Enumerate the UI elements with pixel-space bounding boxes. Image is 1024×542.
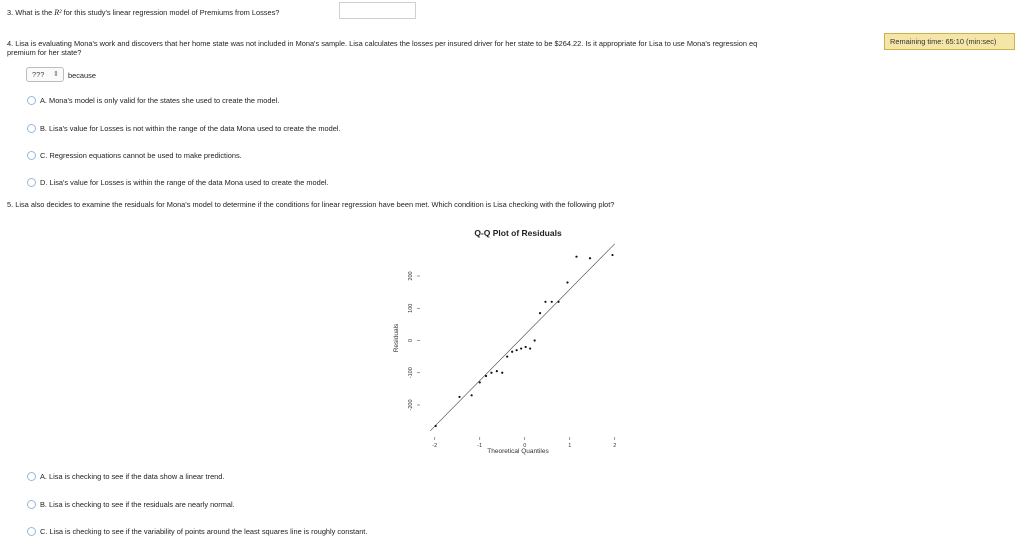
- x-tick-label: 1: [568, 443, 572, 449]
- data-point: [551, 301, 553, 303]
- q5-option-a-radio[interactable]: [27, 472, 36, 481]
- q5-option-c-radio[interactable]: [27, 527, 36, 536]
- data-point: [611, 254, 613, 256]
- select-updown-icon: ⇕: [53, 71, 59, 78]
- data-point: [458, 396, 460, 398]
- data-point: [529, 347, 531, 349]
- plot-area: [410, 247, 626, 444]
- q3-text-before: 3. What is the: [7, 8, 55, 17]
- x-axis-label: Theoretical Quantiles: [487, 448, 549, 455]
- data-point: [589, 257, 591, 259]
- chart-title: Q-Q Plot of Residuals: [474, 228, 562, 238]
- data-point: [471, 394, 473, 396]
- data-point: [525, 346, 527, 348]
- x-tick-label: 0: [523, 443, 527, 449]
- y-tick-label: 200: [408, 271, 414, 281]
- y-tick-label: -100: [408, 367, 414, 379]
- data-point: [575, 256, 577, 258]
- question-5-text: 5. Lisa also decides to examine the residuals for Mona's model to determine if the conditions for linear regression have been met. Which condition is Lisa checking with the following plot?: [7, 200, 615, 209]
- data-point: [501, 372, 503, 374]
- qq-plot-svg: [390, 220, 634, 460]
- data-point: [490, 372, 492, 374]
- q4-option-c-radio[interactable]: [27, 151, 36, 160]
- question-4-line2: premium for her state?: [7, 48, 82, 57]
- data-point: [516, 349, 518, 351]
- r-squared-symbol: R²: [54, 8, 62, 17]
- x-tick-label: -2: [432, 443, 438, 449]
- y-tick-label: 0: [408, 338, 414, 343]
- question-3-text: [7, 8, 279, 17]
- y-tick-label: 100: [408, 303, 414, 313]
- x-tick-label: 2: [613, 443, 617, 449]
- data-point: [566, 281, 568, 283]
- x-tick-label: -1: [477, 443, 483, 449]
- remaining-time-badge: [884, 33, 1015, 50]
- q4-option-c-label[interactable]: C. Regression equations cannot be used to make predictions.: [40, 151, 242, 160]
- data-point: [520, 347, 522, 349]
- q4-option-a-radio[interactable]: [27, 96, 36, 105]
- q4-option-a-label[interactable]: A. Mona's model is only valid for the states she used to create the model.: [40, 96, 280, 105]
- q5-option-b-radio[interactable]: [27, 500, 36, 509]
- data-point: [557, 301, 559, 303]
- y-axis-label: Residuals: [393, 323, 400, 353]
- q3-answer-input[interactable]: [339, 2, 416, 19]
- data-point: [534, 339, 536, 341]
- q4-option-d-radio[interactable]: [27, 178, 36, 187]
- q4-option-b-label[interactable]: B. Lisa's value for Losses is not within the range of the data Mona used to create the model.: [40, 124, 341, 133]
- data-point: [485, 375, 487, 377]
- data-point: [496, 370, 498, 372]
- y-tick-label: -200: [408, 399, 414, 411]
- data-point: [511, 351, 513, 353]
- data-point: [539, 312, 541, 314]
- q5-option-b-label[interactable]: B. Lisa is checking to see if the residuals are nearly normal.: [40, 500, 235, 509]
- q4-answer-select[interactable]: [26, 67, 64, 82]
- q4-select-value: ???: [32, 70, 45, 79]
- q5-option-a-label[interactable]: A. Lisa is checking to see if the data show a linear trend.: [40, 472, 225, 481]
- q4-option-b-radio[interactable]: [27, 124, 36, 133]
- q3-text-after: for this study's linear regression model of Premiums from Losses?: [61, 8, 280, 17]
- data-point: [435, 425, 437, 427]
- remaining-time-text: Remaining time: 65:10 (min:sec): [890, 37, 997, 46]
- data-point: [479, 381, 481, 383]
- qq-plot: [390, 220, 634, 460]
- question-4-line1: 4. Lisa is evaluating Mona's work and discovers that her home state was not included in Mona's sample. Lisa calculates the losses per insured driver for her state to be $264.22. Is it appropriate for Lisa to use Mona's regression eq: [7, 39, 758, 48]
- data-point: [544, 301, 546, 303]
- because-label: because: [68, 71, 96, 80]
- q5-option-c-label[interactable]: C. Lisa is checking to see if the variability of points around the least squares line is roughly constant.: [40, 527, 368, 536]
- data-point: [506, 356, 508, 358]
- q4-option-d-label[interactable]: D. Lisa's value for Losses is within the range of the data Mona used to create the model.: [40, 178, 329, 187]
